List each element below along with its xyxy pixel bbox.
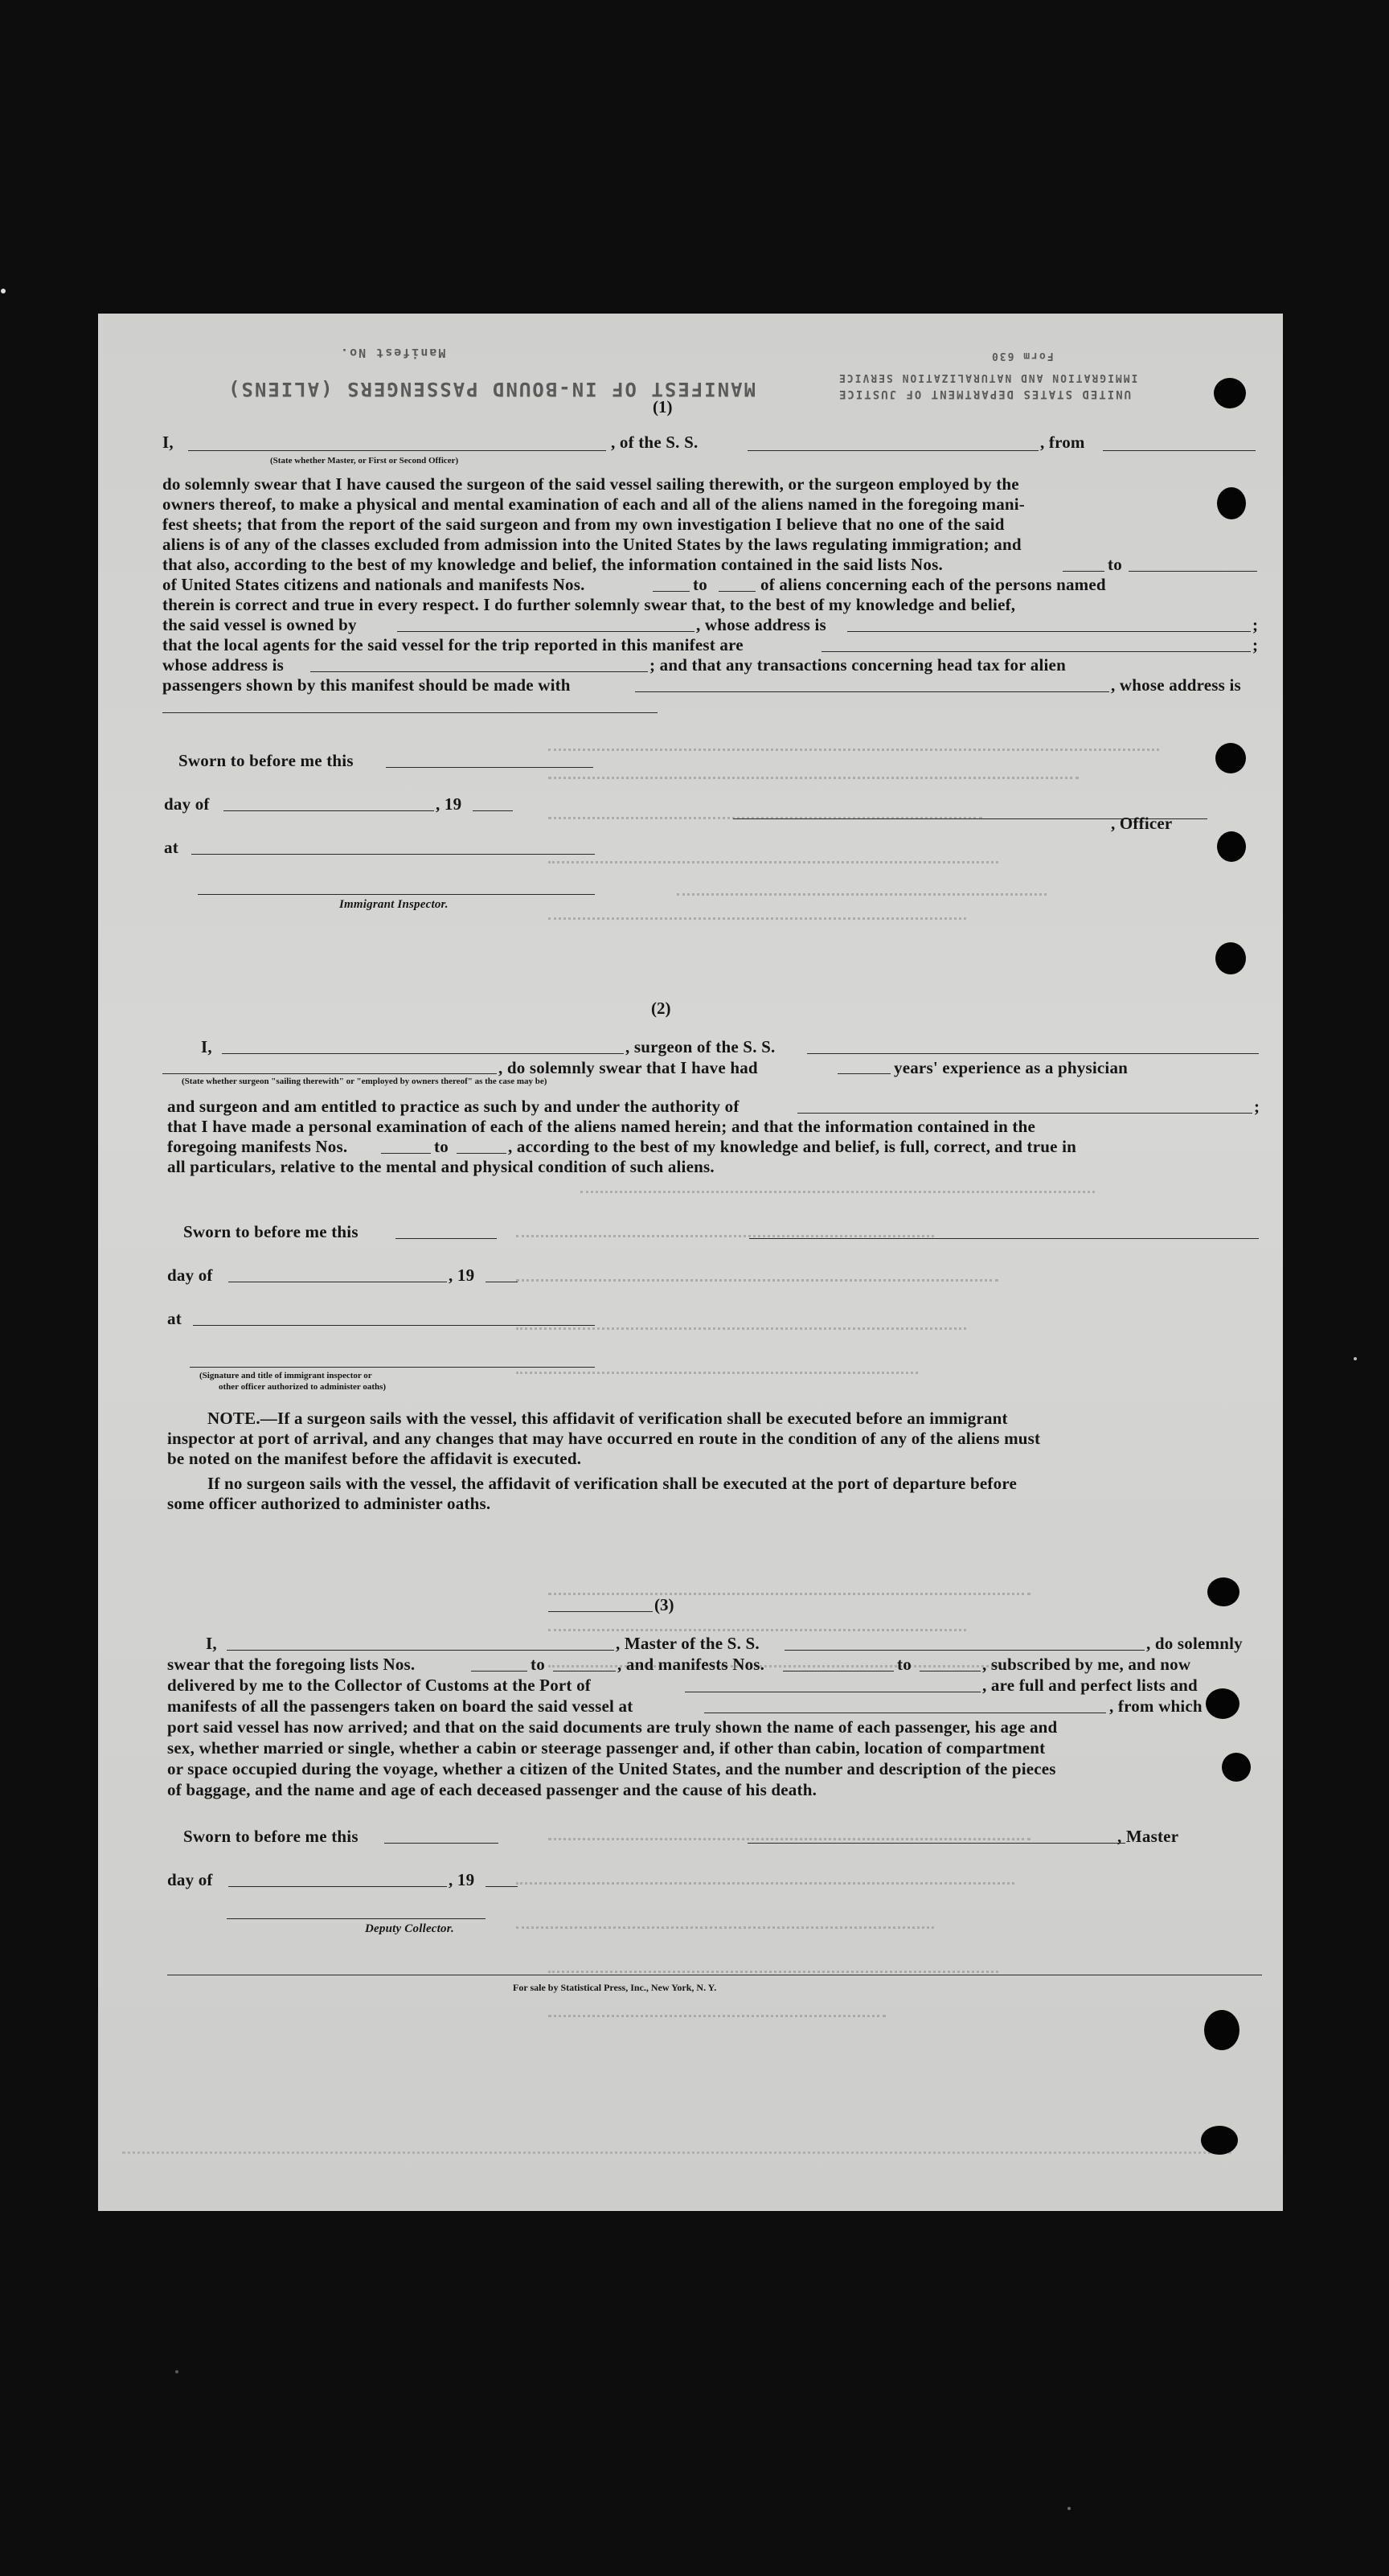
manifest-page (98, 314, 1283, 2211)
s1-para-line-6: of United States citizens and nationals and manifests Nos. (162, 575, 585, 594)
s1-from: , from (1040, 433, 1085, 452)
binding-hole (1215, 743, 1246, 773)
s1-semicolon-1: ; (1252, 615, 1259, 634)
s1-para-line-8: the said vessel is owned by (162, 615, 357, 634)
s3-para-line-1: swear that the foregoing lists Nos. (167, 1655, 416, 1674)
s1-para-line-7: therein is correct and true in every respect. I do further solemnly swear that, to the best of my knowledge and belief, (162, 595, 1016, 614)
binding-hole (1206, 1688, 1239, 1719)
binding-hole (1201, 2126, 1238, 2155)
s2-years-experience: years' experience as a physician (894, 1058, 1129, 1077)
s2-at: at (167, 1309, 182, 1328)
s2-semicolon: ; (1254, 1097, 1260, 1116)
s1-of-ss: , of the S. S. (611, 433, 699, 452)
s3-para-line-4: port said vessel has now arrived; and that on the said documents are truly shown the name of each passenger, his age and (167, 1717, 1058, 1737)
s1-to-2: to (693, 575, 707, 594)
binding-hole (1215, 942, 1246, 974)
s3-and-manifests: , and manifests Nos. (617, 1655, 765, 1674)
s1-immigrant-inspector: Immigrant Inspector. (339, 898, 449, 911)
s1-para-line-2: owners thereof, to make a physical and mental examination of each and all of the aliens named in the foregoing mani- (162, 494, 1025, 514)
s3-i-label: I, (206, 1634, 217, 1653)
mirrored-form-no: Form 630 (990, 350, 1054, 362)
note-line-3: be noted on the manifest before the affidavit is executed. (167, 1449, 582, 1468)
s2-caption-sig-1: (Signature and title of immigrant inspector or (199, 1371, 372, 1380)
s2-year: , 19 (449, 1265, 475, 1285)
section-3-number: (3) (654, 1595, 674, 1614)
s1-year: , 19 (436, 794, 462, 814)
s3-deputy-collector: Deputy Collector. (365, 1922, 454, 1935)
s2-para-line-4: all particulars, relative to the mental and physical condition of such aliens. (167, 1157, 715, 1176)
mirrored-dept-1: UNITED STATES DEPARTMENT OF JUSTICE (838, 388, 1132, 400)
s1-para-line-9: that the local agents for the said vessel for the trip reported in this manifest are (162, 635, 744, 654)
s2-para-line-2: that I have made a personal examination of each of the aliens named herein; and that the information contained in the (167, 1117, 1036, 1136)
s3-from-which: , from which (1109, 1696, 1203, 1716)
section-2-number: (2) (651, 999, 671, 1018)
note-line-1: NOTE.—If a surgeon sails with the vessel, this affidavit of verification shall be executed before an immigrant (207, 1409, 1008, 1428)
s2-to: to (434, 1137, 449, 1156)
s2-do-solemnly: , do solemnly swear that I have had (498, 1058, 758, 1077)
s1-para-line-3: fest sheets; that from the report of the said surgeon and from my own investigation I believe that no one of the said (162, 515, 1005, 534)
binding-hole (1204, 2010, 1239, 2050)
s1-officer: , Officer (1111, 814, 1173, 833)
s3-sworn: Sworn to before me this (183, 1827, 359, 1846)
note-line-2: inspector at port of arrival, and any changes that may have occurred en route in the condition of any of the aliens must (167, 1429, 1041, 1448)
mirrored-dept-2: IMMIGRATION AND NATURALIZATION SERVICE (838, 371, 1138, 384)
s3-subscribed: , subscribed by me, and now (982, 1655, 1191, 1674)
s1-day-of: day of (164, 794, 210, 814)
s2-i-label: I, (201, 1037, 212, 1056)
s3-to-1: to (531, 1655, 545, 1674)
s3-para-line-5: sex, whether married or single, whether a cabin or steerage passenger and, if other than cabin, location of compartment (167, 1738, 1046, 1758)
s1-whose-address-2: , whose address is (1111, 675, 1241, 695)
mirrored-title: MANIFEST OF IN-BOUND PASSENGERS (ALIENS) (227, 378, 756, 400)
binding-hole (1217, 487, 1246, 519)
s3-to-2: to (897, 1655, 912, 1674)
s3-master-of: , Master of the S. S. (616, 1634, 760, 1653)
s2-caption-sig-2: other officer authorized to administer oaths) (219, 1382, 387, 1392)
s1-para-line-10: whose address is (162, 655, 285, 675)
note-line-4: If no surgeon sails with the vessel, the affidavit of verification shall be executed at the port of departure before (207, 1474, 1017, 1493)
s1-i-label: I, (162, 433, 174, 452)
binding-hole (1207, 1577, 1239, 1606)
binding-hole (1217, 831, 1246, 862)
binding-hole (1222, 1753, 1251, 1782)
s3-para-line-3: manifests of all the passengers taken on board the said vessel at (167, 1696, 633, 1716)
s1-at: at (164, 838, 178, 857)
publisher-imprint: For sale by Statistical Press, Inc., New York, N. Y. (513, 1982, 717, 1993)
binding-hole (1214, 378, 1246, 408)
s1-semicolon-2: ; (1252, 635, 1259, 654)
section-1-number: (1) (653, 397, 673, 416)
s1-para-line-4: aliens is of any of the classes excluded from admission into the United States by the laws regulating immigration; and (162, 535, 1022, 554)
s1-of-aliens: of aliens concerning each of the persons named (760, 575, 1106, 594)
mirrored-manifest-no: Manifest No. (339, 346, 446, 360)
s3-para-line-7: of baggage, and the name and age of each deceased passenger and the cause of his death. (167, 1780, 817, 1799)
s2-sworn: Sworn to before me this (183, 1222, 359, 1241)
s2-day-of: day of (167, 1265, 213, 1285)
s3-para-line-2: delivered by me to the Collector of Customs at the Port of (167, 1676, 591, 1695)
s1-para-line-5: that also, according to the best of my knowledge and belief, the information contained in the said lists Nos. (162, 555, 943, 574)
s3-year: , 19 (449, 1870, 475, 1889)
s2-para-line-1: and surgeon and am entitled to practice as such by and under the authority of (167, 1097, 740, 1116)
s3-para-line-6: or space occupied during the voyage, whether a citizen of the United States, and the number and description of the pieces (167, 1759, 1056, 1778)
s2-surgeon-of: , surgeon of the S. S. (625, 1037, 776, 1056)
s1-sworn: Sworn to before me this (178, 751, 354, 770)
s3-full-perfect: , are full and perfect lists and (982, 1676, 1198, 1695)
s3-master: , Master (1117, 1827, 1179, 1846)
s1-whose-address-1: , whose address is (696, 615, 826, 634)
s3-do-solemnly: , do solemnly (1146, 1634, 1243, 1653)
s1-para-line-11: passengers shown by this manifest should be made with (162, 675, 571, 695)
s1-caption-master: (State whether Master, or First or Second Officer) (270, 456, 459, 466)
s1-para-line-1: do solemnly swear that I have caused the surgeon of the said vessel sailing therewith, or the surgeon employed by the (162, 474, 1019, 494)
s3-day-of: day of (167, 1870, 213, 1889)
s2-according: , according to the best of my knowledge and belief, is full, correct, and true in (508, 1137, 1077, 1156)
s2-para-line-3: foregoing manifests Nos. (167, 1137, 348, 1156)
s1-to-1: to (1108, 555, 1122, 574)
s2-caption-surgeon: (State whether surgeon "sailing therewith" or "employed by owners thereof" as the case may be) (182, 1077, 547, 1086)
s1-transactions: ; and that any transactions concerning head tax for alien (649, 655, 1066, 675)
note-line-5: some officer authorized to administer oaths. (167, 1494, 491, 1513)
